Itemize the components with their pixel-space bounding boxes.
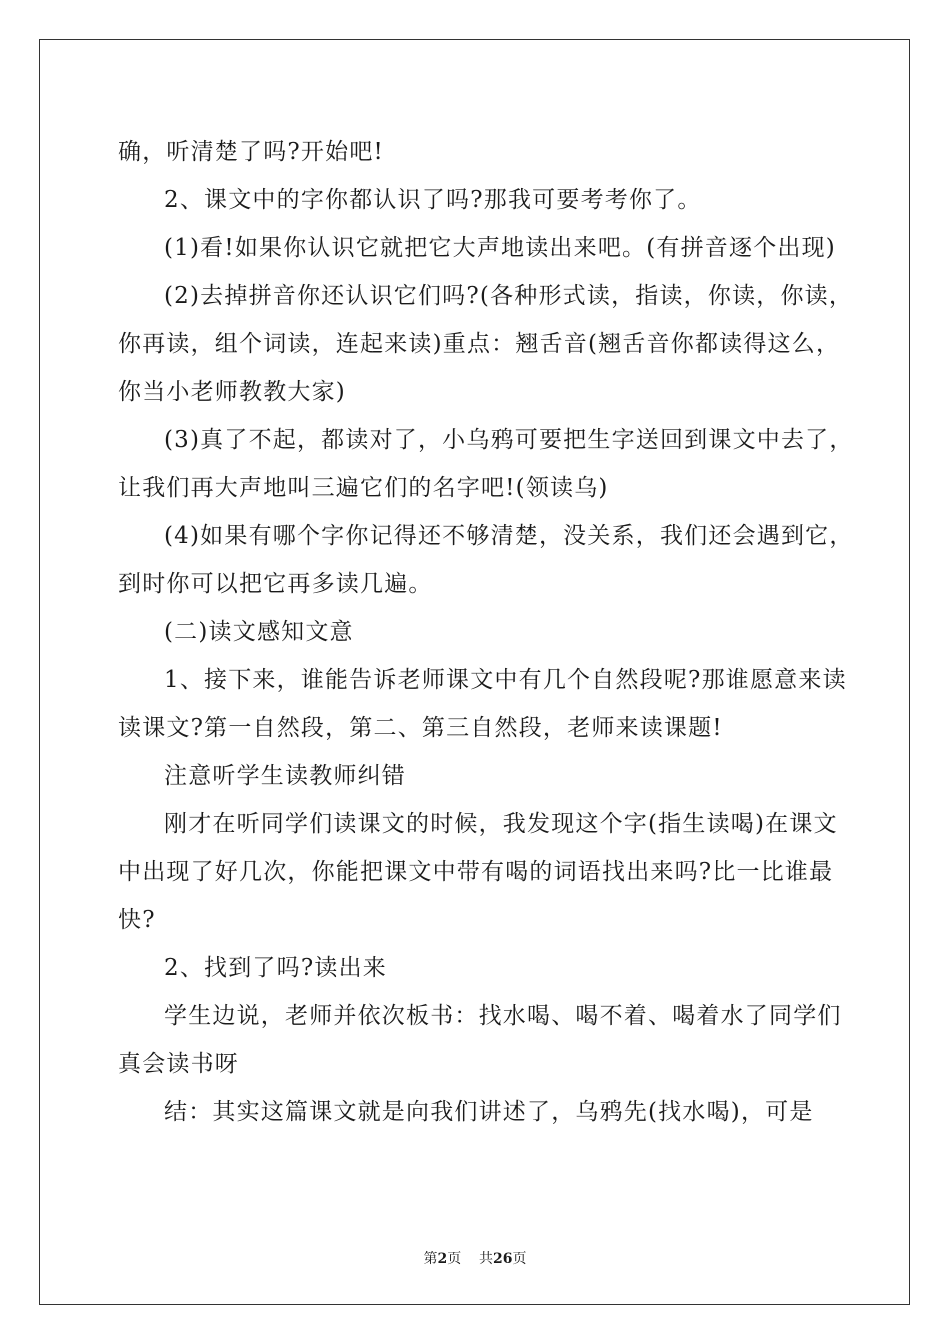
paragraph-line: 真会读书呀 (118, 1051, 239, 1077)
paragraph-line: 注意听学生读教师纠错 (164, 763, 406, 789)
total-suffix: 页 (512, 1251, 527, 1267)
total-prefix: 共 (479, 1251, 494, 1267)
paragraph-line: (2)去掉拼音你还认识它们吗?(各种形式读，指读，你读，你读， (164, 283, 854, 309)
paragraph-line: (4)如果有哪个字你记得还不够清楚，没关系，我们还会遇到它， (164, 523, 854, 549)
paragraph-line: 到时你可以把它再多读几遍。 (118, 571, 433, 597)
paragraph-line: (1)看!如果你认识它就把它大声地读出来吧。(有拼音逐个出现) (164, 235, 836, 261)
paragraph-line: 你再读，组个词读，连起来读)重点：翘舌音(翘舌音你都读得这么， (118, 331, 841, 357)
paragraph-line: 中出现了好几次，你能把课文中带有喝的词语找出来吗?比一比谁最 (118, 859, 834, 885)
page-suffix: 页 (447, 1251, 462, 1267)
paragraph-line: 确，听清楚了吗?开始吧! (118, 139, 384, 165)
paragraph-line: 刚才在听同学们读课文的时候，我发现这个字(指生读喝)在课文 (164, 811, 838, 837)
paragraph-line: 读课文?第一自然段，第二、第三自然段，老师来读课题! (118, 715, 723, 741)
paragraph-line: 2、课文中的字你都认识了吗?那我可要考考你了。 (164, 187, 702, 213)
document-body (118, 128, 854, 1136)
paragraph-line: 你当小老师教教大家) (118, 379, 346, 405)
paragraph-line: (3)真了不起，都读对了，小乌鸦可要把生字送回到课文中去了， (164, 427, 854, 453)
paragraph-line: 让我们再大声地叫三遍它们的名字吧!(领读乌) (118, 475, 609, 501)
page-footer (0, 1248, 950, 1268)
total-page-count: 26 (493, 1251, 513, 1267)
paragraph-line: 1、接下来，谁能告诉老师课文中有几个自然段呢?那谁愿意来读 (164, 667, 847, 693)
paragraph-line: 2、找到了吗?读出来 (164, 955, 387, 981)
page-prefix: 第 (423, 1251, 438, 1267)
paragraph-line: 结：其实这篇课文就是向我们讲述了，乌鸦先(找水喝)，可是 (164, 1099, 814, 1125)
current-page-number: 2 (437, 1251, 448, 1267)
section-heading: (二)读文感知文意 (164, 619, 354, 645)
paragraph-line: 学生边说，老师并依次板书：找水喝、喝不着、喝着水了同学们 (164, 1003, 842, 1029)
paragraph-line: 快? (118, 907, 156, 933)
